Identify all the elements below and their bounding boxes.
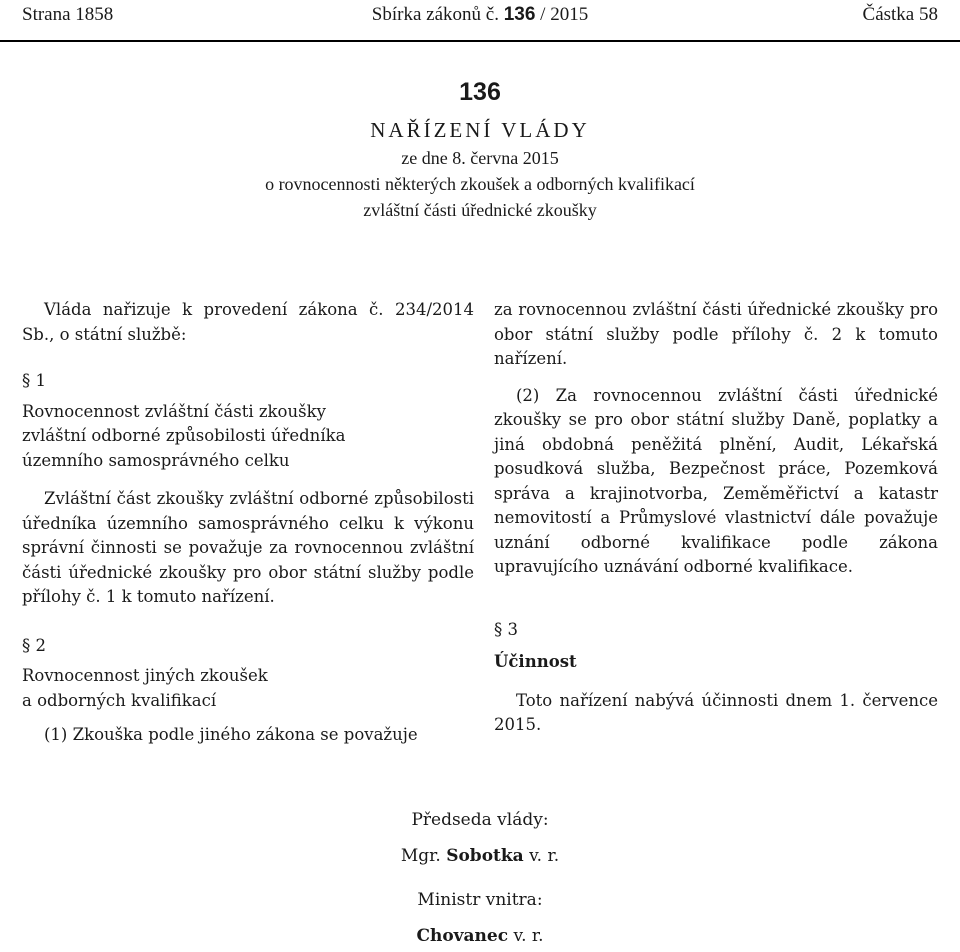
right-column	[494, 298, 938, 738]
section-1-title-line-2: zvláštní odborné způsobilosti úředníka	[22, 426, 346, 445]
signatory-2-suffix: v. r.	[513, 926, 544, 946]
signatory-1-suffix: v. r.	[529, 846, 560, 866]
section-1-sign: § 1	[22, 371, 46, 390]
regulation-date: ze dne 8. června 2015	[401, 148, 559, 168]
signatory-2-role: Ministr vnitra:	[417, 890, 543, 910]
section-1-text: Zvláštní část zkoušky zvláštní odborné způsobilosti úředníka územního samosprávného celku k výkonu správní činnosti se považuje za rovnocennou zvláštní části úřednické zkoušky pro obor státní služby podle přílohy č. 1 k tomuto nařízení.	[22, 489, 474, 606]
section-3-text: Toto nařízení nabývá účinnosti dnem 1. července 2015.	[494, 690, 938, 734]
section-2-para-1-start: (1) Zkouška podle jiného zákona se považuje	[44, 725, 418, 744]
signatory-1-title: Mgr.	[400, 846, 441, 866]
section-2-para-1-continued: za rovnocennou zvláštní části úřednické zkoušky pro obor státní služby podle přílohy č. 2 k tomuto nařízení.	[494, 300, 938, 368]
subject-line-1: o rovnocennosti některých zkoušek a odborných kvalifikací	[265, 174, 695, 194]
section-2-title-line-2: a odborných kvalifikací	[22, 690, 217, 710]
section-1-title-line-3: územního samosprávného celku	[22, 450, 290, 470]
signatory-2-name: Chovanec	[416, 926, 509, 946]
part-number: Částka 58	[862, 4, 938, 25]
signatory-1	[0, 842, 960, 870]
header-divider	[0, 40, 960, 42]
page-number: Strana 1858	[22, 4, 114, 25]
regulation-number: 136	[459, 78, 501, 106]
signatory-2	[0, 922, 960, 950]
document-title	[0, 74, 960, 223]
section-1-title-line-1: Rovnocennost zvláštní části zkoušky	[22, 401, 326, 421]
section-2-title-line-1: Rovnocennost jiných zkoušek	[22, 666, 268, 685]
collection-year: / 2015	[540, 4, 589, 25]
signatory-1-role: Předseda vlády:	[411, 810, 549, 830]
left-column	[22, 298, 474, 748]
signatures-block	[0, 806, 960, 950]
section-3-title: Účinnost	[494, 652, 577, 671]
collection-prefix: Sbírka zákonů č.	[371, 4, 499, 25]
collection-reference	[372, 4, 588, 26]
section-2-sign: § 2	[22, 635, 46, 655]
signatory-1-name: Sobotka	[446, 846, 524, 866]
subject-line-2: zvláštní části úřednické zkoušky	[363, 200, 597, 220]
regulation-type: NAŘÍZENÍ VLÁDY	[370, 118, 590, 142]
section-2-para-2: (2) Za rovnocennou zvláštní části úřednické zkoušky se pro obor státní služby Daně, poplatky a jiná obdobná peněžitá plnění, Audit, Lékařská posudková služba, Bezpečnost práce, Pozemková správa a krajinotvorba, Zeměměřictví a katastr nemovitostí a Průmyslové vlastnictví dále považuje uznání odborné kvalifikace podle zákona upravujícího uznávání odborné kvalifikace.	[494, 385, 938, 576]
section-3-sign: § 3	[494, 619, 518, 639]
intro-text: Vláda nařizuje k provedení zákona č. 234/2014 Sb., o státní službě:	[22, 300, 474, 344]
page-header	[22, 4, 938, 34]
collection-number: 136	[503, 4, 536, 25]
